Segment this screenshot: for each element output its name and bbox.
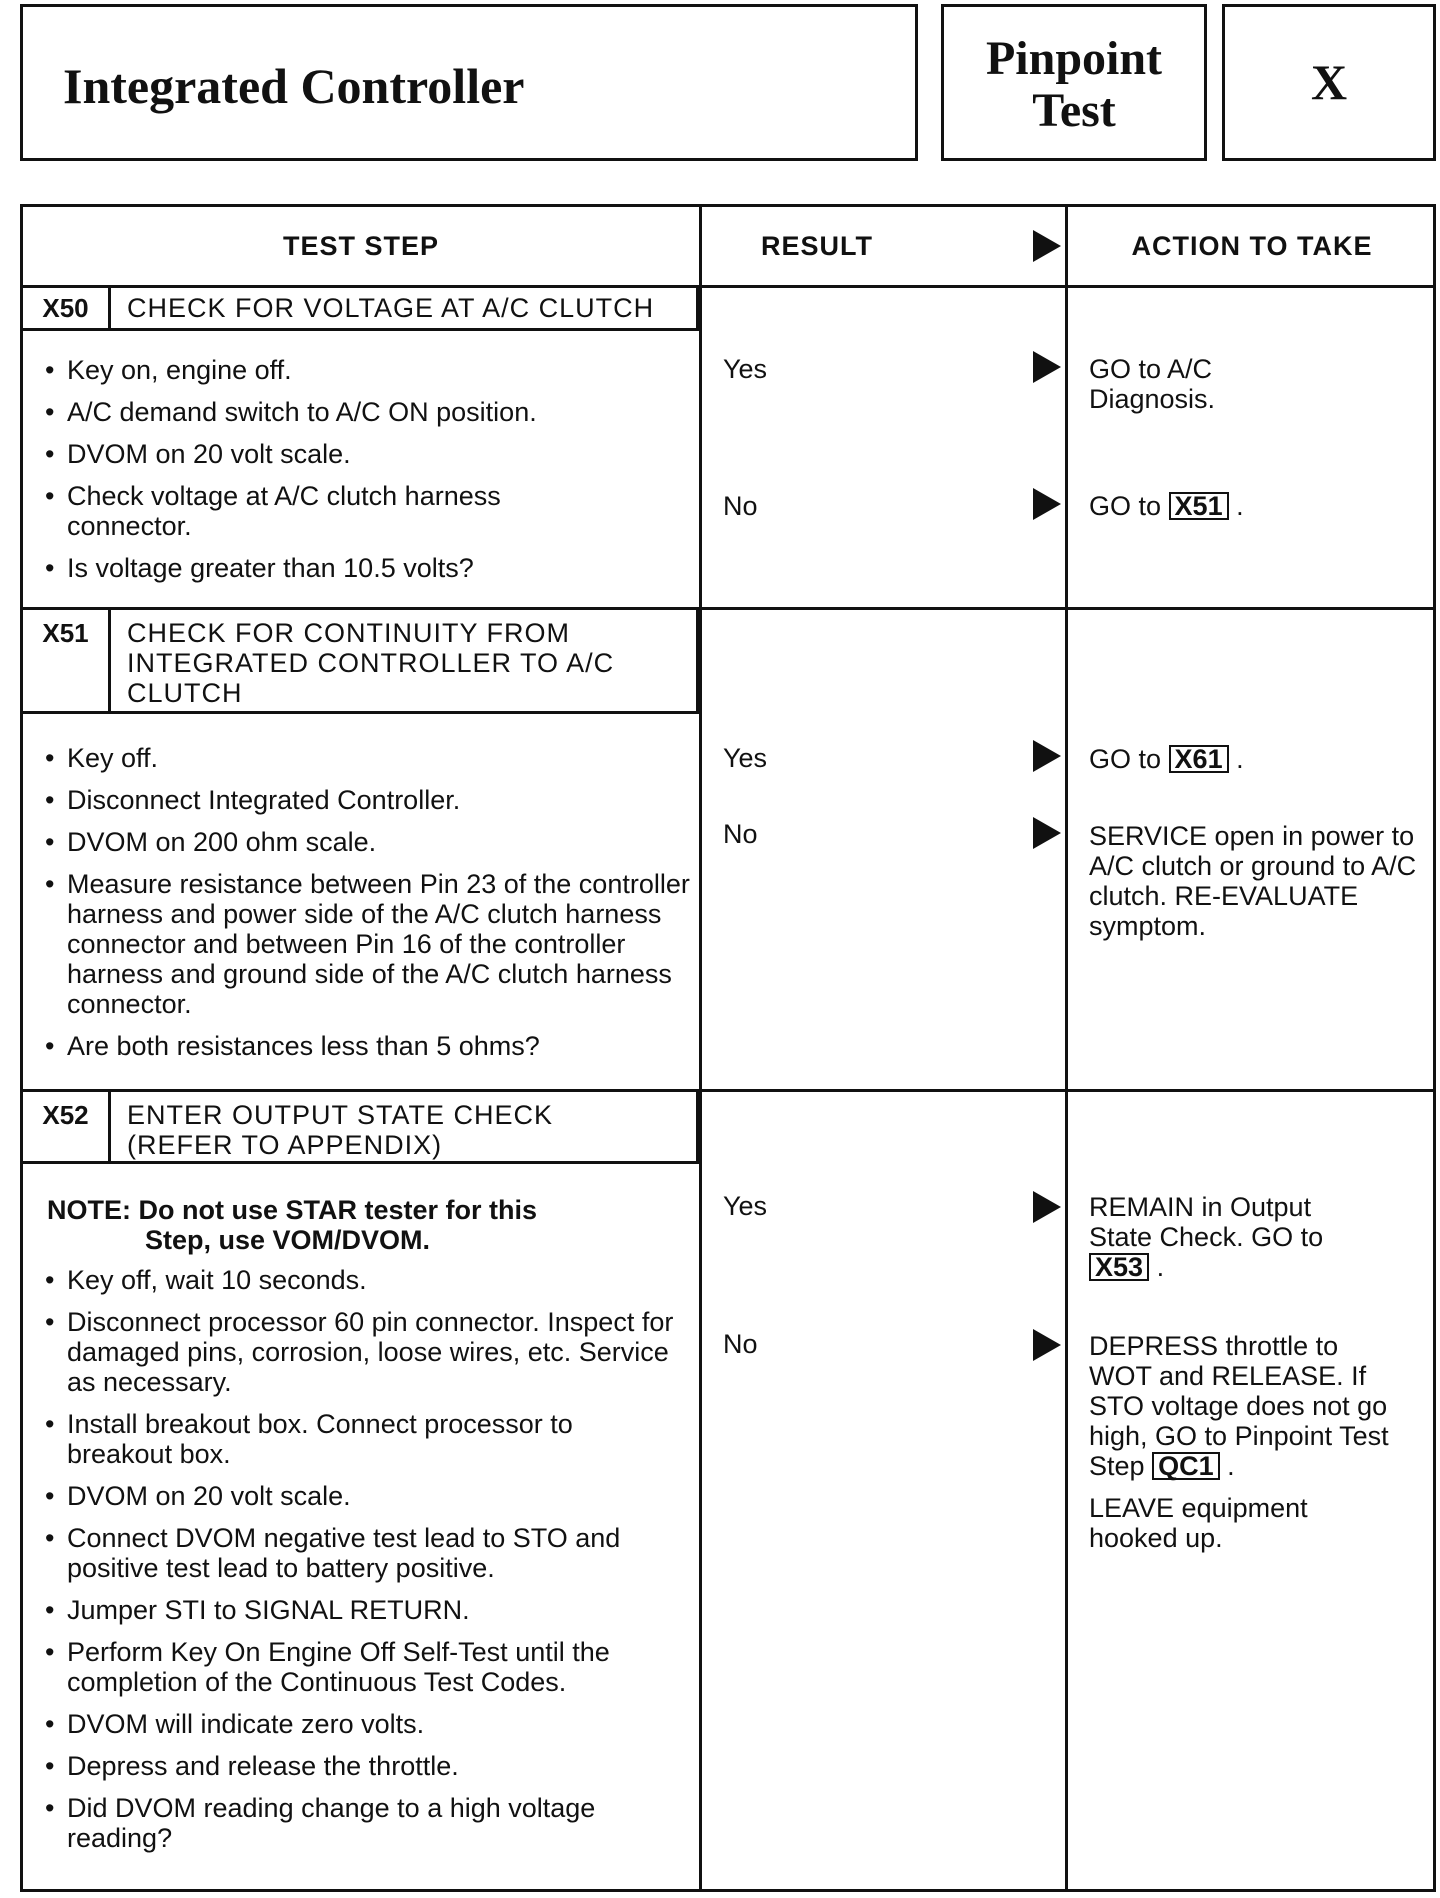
list-item: • Did DVOM reading change to a high voltage reading? — [45, 1793, 685, 1853]
list-item: • Is voltage greater than 10.5 volts? — [45, 553, 695, 583]
step-reference-x53[interactable]: X53 — [1089, 1253, 1149, 1281]
test-label: Test — [1032, 84, 1116, 137]
action-text: REMAIN in Output State Check. GO to — [1089, 1192, 1324, 1252]
action-yes — [1089, 744, 1429, 774]
action-text: . — [1227, 1451, 1235, 1481]
test-letter: X — [1310, 54, 1348, 110]
list-item: • DVOM on 20 volt scale. — [45, 439, 695, 469]
step-header-x52 — [23, 1092, 699, 1164]
action-text: . — [1236, 491, 1244, 521]
list-item: • Check voltage at A/C clutch harness connector. — [45, 481, 587, 541]
step-reference-x61[interactable]: X61 — [1169, 745, 1229, 773]
arrow-icon — [1033, 488, 1061, 520]
result-yes: Yes — [723, 743, 768, 773]
pinpoint-test-box — [941, 4, 1207, 161]
arrow-icon — [1033, 1191, 1061, 1223]
action-no — [1089, 491, 1429, 521]
step-title: CHECK FOR CONTINUITY FROM INTEGRATED CONTROLLER TO A/C CLUTCH — [127, 618, 615, 708]
action-text: DEPRESS throttle to WOT and RELEASE. If STO voltage does not go high, GO to Pinpoint Test Step — [1089, 1331, 1389, 1481]
step-x50-checklist — [45, 355, 695, 595]
arrow-icon — [1033, 817, 1061, 849]
step-reference-qc1[interactable]: QC1 — [1152, 1452, 1220, 1480]
note-text: Step, use VOM/DVOM. — [145, 1225, 431, 1255]
list-item: • Jumper STI to SIGNAL RETURN. — [45, 1595, 685, 1625]
step-reference-x51[interactable]: X51 — [1169, 492, 1229, 520]
action-text: LEAVE equipment hooked up. — [1089, 1493, 1308, 1553]
list-item: • Are both resistances less than 5 ohms? — [45, 1031, 695, 1061]
arrow-icon — [1033, 1329, 1061, 1361]
list-item: • Key off. — [45, 743, 695, 773]
list-item: • Install breakout box. Connect processor to breakout box. — [45, 1409, 685, 1469]
step-id: X51 — [23, 610, 111, 711]
list-item: • A/C demand switch to A/C ON position. — [45, 397, 695, 427]
list-item: • Key on, engine off. — [45, 355, 695, 385]
page-title: Integrated Controller — [63, 58, 525, 114]
list-item: • DVOM on 20 volt scale. — [45, 1481, 685, 1511]
note-label: NOTE: — [47, 1195, 131, 1225]
step-title: CHECK FOR VOLTAGE AT A/C CLUTCH — [127, 293, 655, 323]
action-yes — [1089, 1192, 1379, 1282]
action-text: . — [1236, 744, 1244, 774]
column-divider — [1065, 207, 1068, 1889]
step-id: X50 — [23, 285, 111, 328]
test-letter-box — [1222, 4, 1436, 161]
header-arrow-icon — [1033, 230, 1061, 262]
result-yes: Yes — [723, 1191, 768, 1221]
list-item: • Measure resistance between Pin 23 of the controller harness and power side of the A/C clutch harness connector and between Pin 16 of the controller harness and ground side of the A/C clutch harness connector. — [45, 869, 695, 1019]
result-no: No — [723, 1329, 758, 1359]
step-header-x50 — [23, 285, 699, 331]
result-yes: Yes — [723, 354, 768, 384]
note-text: Do not use STAR tester for this — [138, 1195, 538, 1225]
list-item: • Disconnect processor 60 pin connector. Inspect for damaged pins, corrosion, loose wires, etc. Service as necessary. — [45, 1307, 685, 1397]
arrow-icon — [1033, 740, 1061, 772]
step-header-x51 — [23, 610, 699, 714]
arrow-icon — [1033, 351, 1061, 383]
step-id: X52 — [23, 1092, 111, 1161]
step-x52-note — [47, 1195, 687, 1255]
header-action: ACTION TO TAKE — [1131, 231, 1373, 261]
action-text: GO to — [1089, 744, 1162, 774]
list-item: • Perform Key On Engine Off Self-Test until the completion of the Continuous Test Codes. — [45, 1637, 685, 1697]
action-yes: GO to A/C Diagnosis. — [1089, 354, 1216, 414]
result-no: No — [723, 491, 758, 521]
list-item: • Disconnect Integrated Controller. — [45, 785, 695, 815]
action-no — [1089, 1331, 1389, 1553]
pinpoint-label: Pinpoint — [985, 32, 1163, 85]
step-x52-checklist — [45, 1265, 685, 1865]
list-item: • Connect DVOM negative test lead to STO and positive test lead to battery positive. — [45, 1523, 685, 1583]
step-x51-checklist — [45, 743, 695, 1073]
header-result: RESULT — [761, 231, 873, 261]
result-no: No — [723, 819, 758, 849]
step-title: ENTER OUTPUT STATE CHECK (REFER TO APPENDIX) — [127, 1100, 554, 1160]
action-text: GO to — [1089, 491, 1162, 521]
test-table — [20, 204, 1436, 1892]
column-divider — [699, 207, 702, 1889]
list-item: • DVOM will indicate zero volts. — [45, 1709, 685, 1739]
header-test-step: TEST STEP — [282, 231, 440, 261]
action-text: . — [1156, 1252, 1165, 1282]
title-box — [20, 4, 918, 161]
list-item: • Depress and release the throttle. — [45, 1751, 685, 1781]
list-item: • DVOM on 200 ohm scale. — [45, 827, 695, 857]
list-item: • Key off, wait 10 seconds. — [45, 1265, 685, 1295]
action-no: SERVICE open in power to A/C clutch or ground to A/C clutch. RE-EVALUATE symptom. — [1089, 821, 1417, 941]
